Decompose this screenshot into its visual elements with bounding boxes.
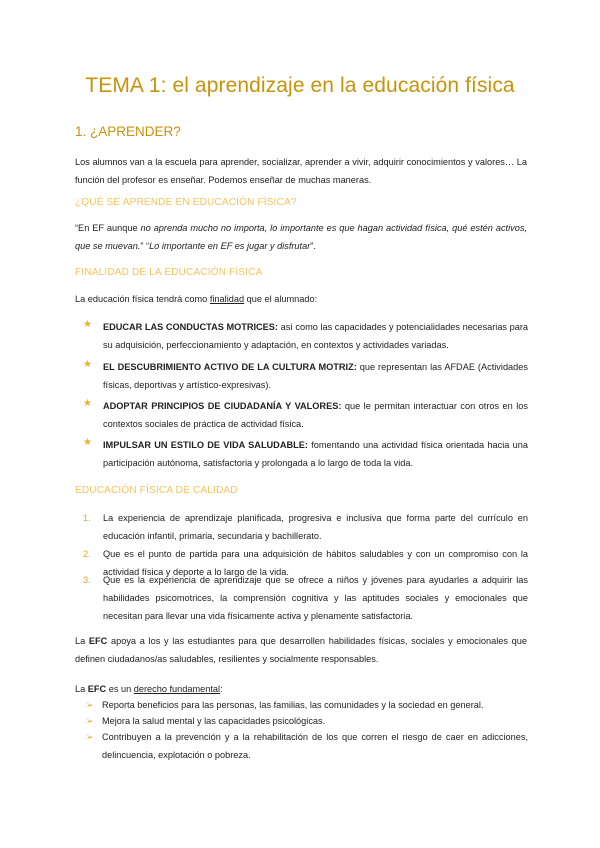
finalidad-intro-b: que el alumnado: [244, 294, 318, 304]
star-icon: ★ [83, 319, 92, 330]
bullet-text: Contribuyen a la prevención y a la rehabilitación de los que corren el riesgo de caer en adicciones, delincuencia, explotación o pobreza. [102, 732, 528, 760]
derecho-underlined: derecho fundamental [133, 684, 221, 694]
list-item-text: La experiencia de aprendizaje planificada, progresiva e inclusiva que forma parte del currículo en educación infantil, primaria, secundaria y bachillerato. [103, 513, 528, 541]
list-item [83, 436, 528, 472]
derecho-text-d: : [220, 684, 223, 694]
quote-text: “En EF aunque [75, 223, 141, 233]
list-item-title: EL DESCUBRIMIENTO ACTIVO DE LA CULTURA MOTRIZ: [103, 362, 357, 372]
page-title: TEMA 1: el aprendizaje en la educación física [85, 74, 515, 97]
subheading-calidad: EDUCACIÓN FÍSICA DE CALIDAD [75, 485, 238, 496]
list-item-text: que representan las AFDAE (Actividades físicas, deportivas y artístico-expresivas). [103, 362, 528, 390]
star-icon: ★ [83, 398, 92, 409]
list-item-title: ADOPTAR PRINCIPIOS DE CIUDADANÍA Y VALORES: [103, 401, 342, 411]
list-item-text: así como las capacidades y potencialidades necesarias para su adquisición, perfeccionamiento y adaptación, en contextos y actividades variadas. [103, 322, 528, 350]
subheading-finalidad: FINALIDAD DE LA EDUCACIÓN FÍSICA [75, 267, 263, 278]
numbered-item [83, 509, 528, 545]
list-number: 3. [83, 575, 91, 585]
efc-text-c: apoya a los y las estudiantes para que desarrollen habilidades físicas, sociales y emocionales que definen ciudadanos/as saludables, resilientes y socialmente responsables. [75, 636, 527, 664]
arrow-right-icon: ➢ [86, 732, 94, 742]
star-icon: ★ [83, 437, 92, 448]
quote-italic: no aprenda mucho no importa, lo importante es que hagan actividad física, qué estén activos, que se muevan. [75, 223, 527, 251]
list-item [83, 318, 528, 354]
list-item-text: Que es la experiencia de aprendizaje que se ofrece a niños y jóvenes para ayudarles a adquirir las habilidades psicomotrices, la comprensión cognitiva y las aptitudes sociales y emocionales que necesitan para llevar una vida físicamente activa y plenamente satisfactoria. [103, 575, 528, 621]
finalidad-intro-a: La educación física tendrá como [75, 294, 210, 304]
subheading-que-se-aprende: ¿QUÉ SE APRENDE EN EDUCACIÓN FÍSICA? [75, 197, 297, 208]
derecho-text-c: es un [106, 684, 134, 694]
paragraph-quotes [75, 219, 527, 255]
quote-italic-2: Lo importante en EF es jugar y disfrutar [149, 241, 311, 251]
numbered-item [83, 571, 528, 625]
derecho-text-a: La [75, 684, 88, 694]
list-item [83, 397, 528, 433]
derecho-bold: EFC [87, 684, 107, 694]
list-item-text: que le permitan interactuar con otros en los contextos sociales de práctica de actividad física. [103, 401, 528, 429]
bullet-item [86, 728, 528, 764]
list-item-text: fomentando una actividad física orientada hacia una participación autónoma, satisfactoria y prolongada a lo largo de toda la vida. [103, 440, 528, 468]
arrow-right-icon: ➢ [86, 700, 94, 710]
list-number: 1. [83, 513, 91, 523]
paragraph-efc [75, 632, 527, 668]
quote-separator: ” “ [140, 241, 150, 251]
efc-bold: EFC [88, 636, 108, 646]
efc-text-a: La [75, 636, 89, 646]
finalidad-underlined: finalidad [209, 294, 245, 304]
paragraph-intro: Los alumnos van a la escuela para aprender, socializar, aprender a vivir, adquirir conocimientos y valores… La función del profesor es enseñar. Podemos enseñar de muchas maneras. [75, 157, 527, 185]
list-item-title: IMPULSAR UN ESTILO DE VIDA SALUDABLE: [103, 440, 308, 450]
section-heading-aprender: 1. ¿APRENDER? [75, 124, 181, 139]
paragraph-finalidad-intro [75, 290, 527, 308]
list-item-title: EDUCAR LAS CONDUCTAS MOTRICES: [103, 322, 278, 332]
star-icon: ★ [83, 359, 92, 370]
arrow-right-icon: ➢ [86, 716, 94, 726]
list-number: 2. [83, 549, 91, 559]
list-item-text: Que es el punto de partida para una adquisición de hábitos saludables y con un compromiso con la actividad física y deporte a lo largo de la vida. [103, 549, 528, 577]
bullet-text: Mejora la salud mental y las capacidades psicológicas. [102, 716, 326, 726]
quote-end: ”. [310, 241, 316, 251]
bullet-text: Reporta beneficios para las personas, las familias, las comunidades y la sociedad en general. [102, 700, 484, 710]
list-item [83, 358, 528, 394]
